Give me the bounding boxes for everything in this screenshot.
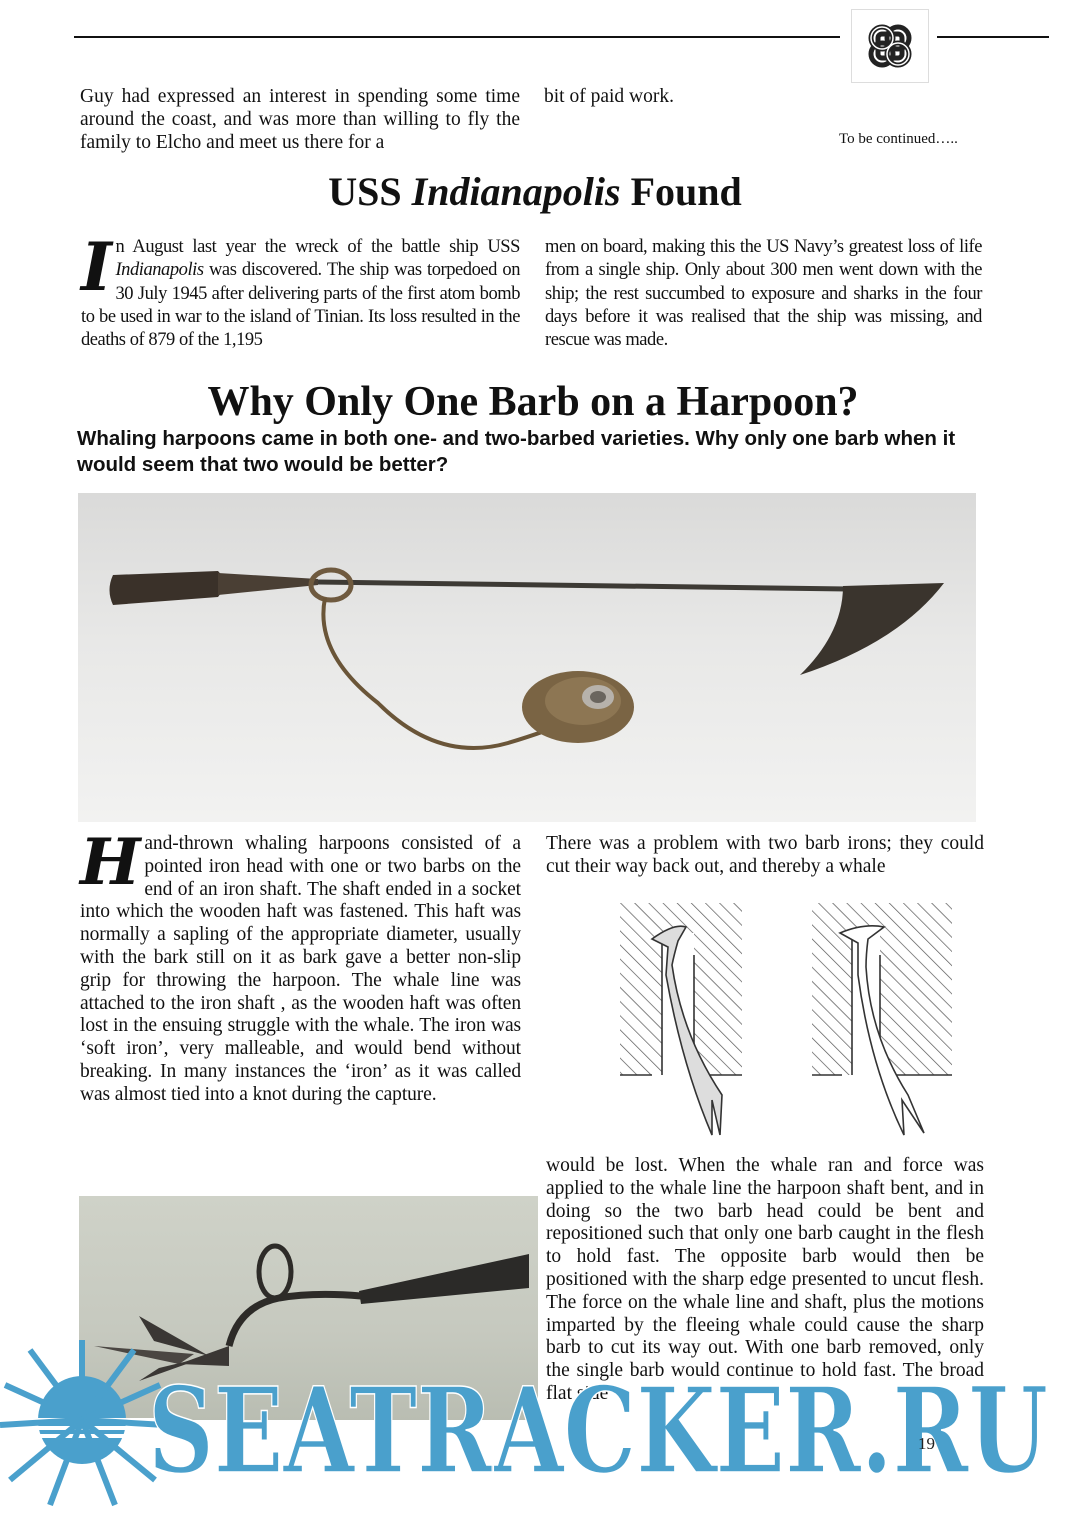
header-rule-left bbox=[74, 36, 840, 38]
article1-title: USS Indianapolis Found bbox=[328, 169, 742, 214]
celtic-knot-icon bbox=[852, 10, 928, 82]
prev-article-col2: bit of paid work. bbox=[544, 86, 674, 107]
article1-drop-cap: I bbox=[81, 228, 112, 306]
header-rule-right bbox=[937, 36, 1049, 38]
article1-col1: In August last year the wreck of the battle ship USS Indianapolis was discovered. The ship was torpedoed on 30 July 1945 after delivering parts of the first atom bomb to be used in war to the island of Tinian. Its loss resulted in the deaths of 879 of the 1,195 bbox=[81, 228, 520, 351]
article2-col1: Hand-thrown whaling harpoons consisted of a pointed iron head with one or two barbs on the end of an iron shaft. The shaft ended in a socket into which the wooden haft was fastened. This haft was normally a sapling of the appropriate diameter, usually with the bark still on it as bark gave a better non-slip grip for throwing the harpoon. The whale line was attached to the iron shaft , as the wooden haft was often lost in the ensuing struggle with the whale. The iron was ‘soft iron’, very malleable, and would bend without breaking. In many instances the ‘iron’ as it was called was almost tied into a knot during the capture. bbox=[80, 825, 521, 1105]
watermark bbox=[0, 1330, 1080, 1515]
page-number: 19 bbox=[918, 1434, 935, 1453]
article2-subtitle: Whaling harpoons came in both one- and two-barbed varieties. Why only one barb when it would seem that two would be better? bbox=[77, 427, 956, 476]
article2-col2-bottom: would be lost. When the whale ran and force was applied to the whale line the harpoon shaft bent, and in doing so the two barb head could be bent and repositioned such that only one barb caught in the flesh to hold fast. The opposite barb would then be positioned with the sharp edge presented to uncut flesh. The force on the whale line and shaft, plus the motions imparted by the fleeing whale could cause the sharp barb to cut its way out. With one barb removed, only the single barb would continue to hold fast. The broad flat side bbox=[546, 1155, 984, 1404]
barb-diagram bbox=[612, 895, 982, 1142]
article2-col2-top: There was a problem with two barb irons; they could cut their way back out, and thereby a whale bbox=[546, 833, 984, 877]
prev-article-col1: Guy had expressed an interest in spending some time around the coast, and was more than willing to fly the family to Elcho and meet us there for a bbox=[80, 86, 520, 153]
to-be-continued: To be continued….. bbox=[839, 131, 958, 147]
sun-icon bbox=[0, 1340, 168, 1505]
article2-drop-cap: H bbox=[80, 825, 141, 900]
harpoon-photo bbox=[78, 493, 976, 822]
logo-box bbox=[851, 9, 929, 83]
watermark-text: SEATRACKER.RU bbox=[148, 1361, 1048, 1500]
article1-col2: men on board, making this the US Navy’s greatest loss of life from a single ship. Only about 300 men went down with the ship; the rest succumbed to exposure and sharks in the four days before it was realised that the ship was missing, and rescue was made. bbox=[545, 237, 982, 351]
article2-title: Why Only One Barb on a Harpoon? bbox=[207, 379, 859, 425]
